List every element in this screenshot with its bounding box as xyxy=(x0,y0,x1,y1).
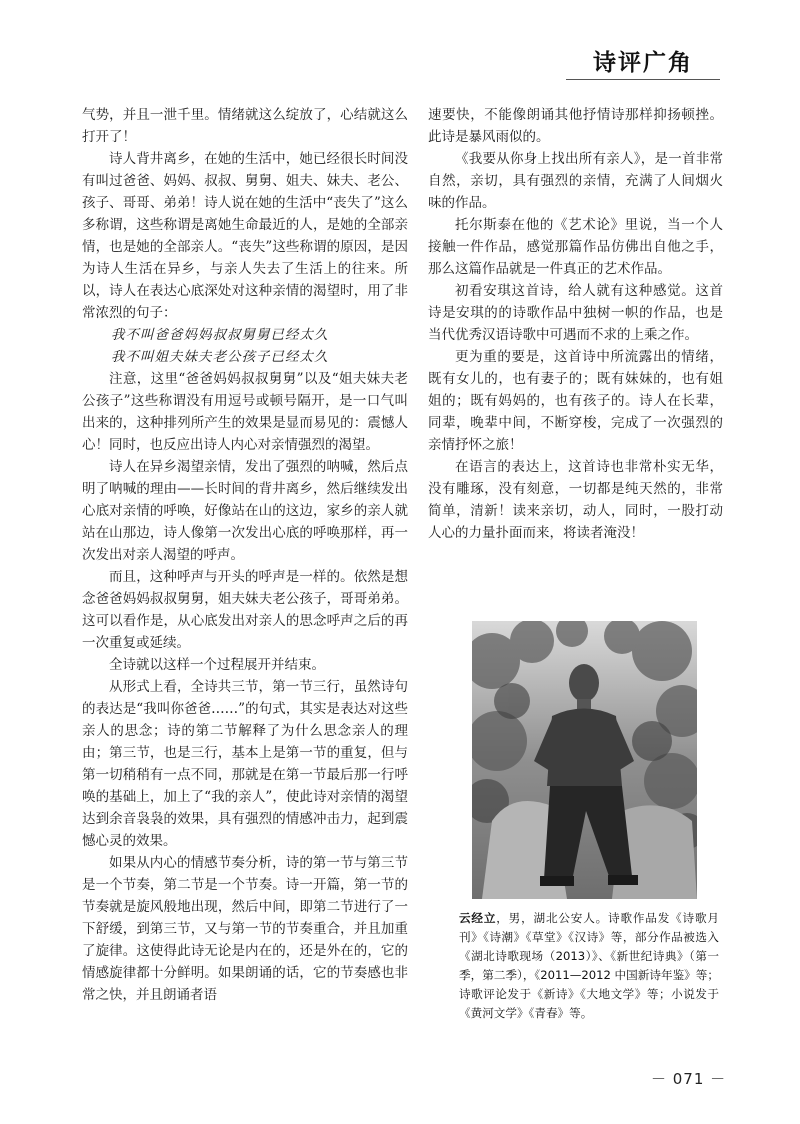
paragraph: 全诗就以这样一个过程展开并结束。 xyxy=(109,657,325,673)
paragraph: 而且，这种呼声与开头的呼声是一样的。依然是想念爸爸妈妈叔叔舅舅，姐夫妹夫老公孩子，哥哥弟弟。这可以看作是，从心底发出对亲人的思念呼声之后的再一次重复或延续。 xyxy=(82,569,408,651)
paragraph: 速要快，不能像朗诵其他抒情诗那样抑扬顿挫。此诗是暴风雨似的。 xyxy=(428,107,723,145)
paragraph: 诗人背井离乡，在她的生活中，她已经很长时间没有叫过爸爸、妈妈、叔叔、舅舅、姐夫、妹夫、老公、孩子、哥哥、弟弟！诗人说在她的生活中“丧失了”这么多称谓，这些称谓是离她生命最近的人，是她的全部亲情，也是她的全部亲人。“丧失”这些称谓的原因，是因为诗人生活在异乡，与亲人失去了生活上的往来。所以，诗人在表达心底深处对这种亲情的渴望时，用了非常浓烈的句子： xyxy=(82,151,408,321)
paragraph: 注意，这里“爸爸妈妈叔叔舅舅”以及“姐夫妹夫老公孩子”这些称谓没有用逗号或顿号隔开，是一口气叫出来的，这种排列所产生的效果是显而易见的：震憾人心！同时，也反应出诗人内心对亲情强烈的渴望。 xyxy=(82,371,408,453)
author-photo xyxy=(472,621,697,899)
paragraph: 诗人在异乡渴望亲情，发出了强烈的呐喊，然后点明了呐喊的理由——长时间的背井离乡，然后继续发出心底对亲情的呼唤，好像站在山的这边，家乡的亲人就站在山那边，诗人像第一次发出心底的呼唤那样，再一次发出对亲人渴望的呼声。 xyxy=(82,459,408,563)
verse-line: 我不叫姐夫妹夫老公孩子已经太久 xyxy=(111,349,329,365)
verse-line: 我不叫爸爸妈妈叔叔舅舅已经太久 xyxy=(111,327,329,343)
paragraph: 《我要从你身上找出所有亲人》，是一首非常自然，亲切，具有强烈的亲情，充满了人间烟火味的作品。 xyxy=(428,151,723,211)
header-rule xyxy=(566,79,720,80)
paragraph: 如果从内心的情感节奏分析，诗的第一节与第三节是一个节奏，第二节是一个节奏。诗一开篇，第一节的节奏就是旋风般地出现，然后中间，即第二节进行了一下舒缓，到第三节，又与第一节的节奏重合，并且加重了旋律。这使得此诗无论是内在的，还是外在的，它的情感旋律都十分鲜明。如果朗诵的话，它的节奏感也非常之快，并且朗诵者语 xyxy=(82,855,408,1003)
section-title: 诗评广角 xyxy=(593,50,693,76)
left-column xyxy=(82,104,408,1006)
author-name: 云经立 xyxy=(459,911,497,925)
paragraph: 托尔斯泰在他的《艺术论》里说，当一个人接触一件作品，感觉那篇作品仿佛出自他之手，那么这篇作品就是一件真正的艺术作品。 xyxy=(428,217,723,277)
paragraph: 更为重的要是，这首诗中所流露出的情绪，既有女儿的，也有妻子的；既有妹妹的，也有姐姐的；既有妈妈的，也有孩子的。诗人在长辈，同辈，晚辈中间，不断穿梭，完成了一次强烈的亲情抒怀之旅！ xyxy=(428,349,723,453)
right-column xyxy=(428,104,723,544)
paragraph: 气势，并且一泄千里。情绪就这么绽放了，心结就这么打开了！ xyxy=(82,107,408,145)
author-bio-text: ，男，湖北公安人。诗歌作品发《诗歌月刊》《诗潮》《草堂》《汉诗》等，部分作品被选入《湖北诗歌现场（2013）》、《新世纪诗典》（第一季，第二季），《2011—2012 中国新诗年鉴》等；诗歌评论发于《新诗》《大地文学》等；小说发于《黄河文学》《青春》等。 xyxy=(459,911,719,1020)
page-number: － 071 － xyxy=(651,1070,727,1088)
author-bio-caption xyxy=(459,909,719,1023)
paragraph: 在语言的表达上，这首诗也非常朴实无华，没有雕琢，没有刻意，一切都是纯天然的，非常简单，清新！读来亲切，动人，同时，一股打动人心的力量扑面而来，将读者淹没！ xyxy=(428,459,723,541)
paragraph: 从形式上看，全诗共三节，第一节三行，虽然诗句的表达是“我叫你爸爸……”的句式，其实是表达对这些亲人的思念；诗的第二节解释了为什么思念亲人的理由；第三节，也是三行，基本上是第一节的重复，但与第一切稍稍有一点不同，那就是在第一节最后那一行呼唤的基础上，加上了“我的亲人”，使此诗对亲情的渴望达到余音袅袅的效果，具有强烈的情感冲击力，起到震憾心灵的效果。 xyxy=(82,679,408,849)
paragraph: 初看安琪这首诗，给人就有这种感觉。这首诗是安琪的的诗歌作品中独树一帜的作品，也是当代优秀汉语诗歌中可遇而不求的上乘之作。 xyxy=(428,283,723,343)
